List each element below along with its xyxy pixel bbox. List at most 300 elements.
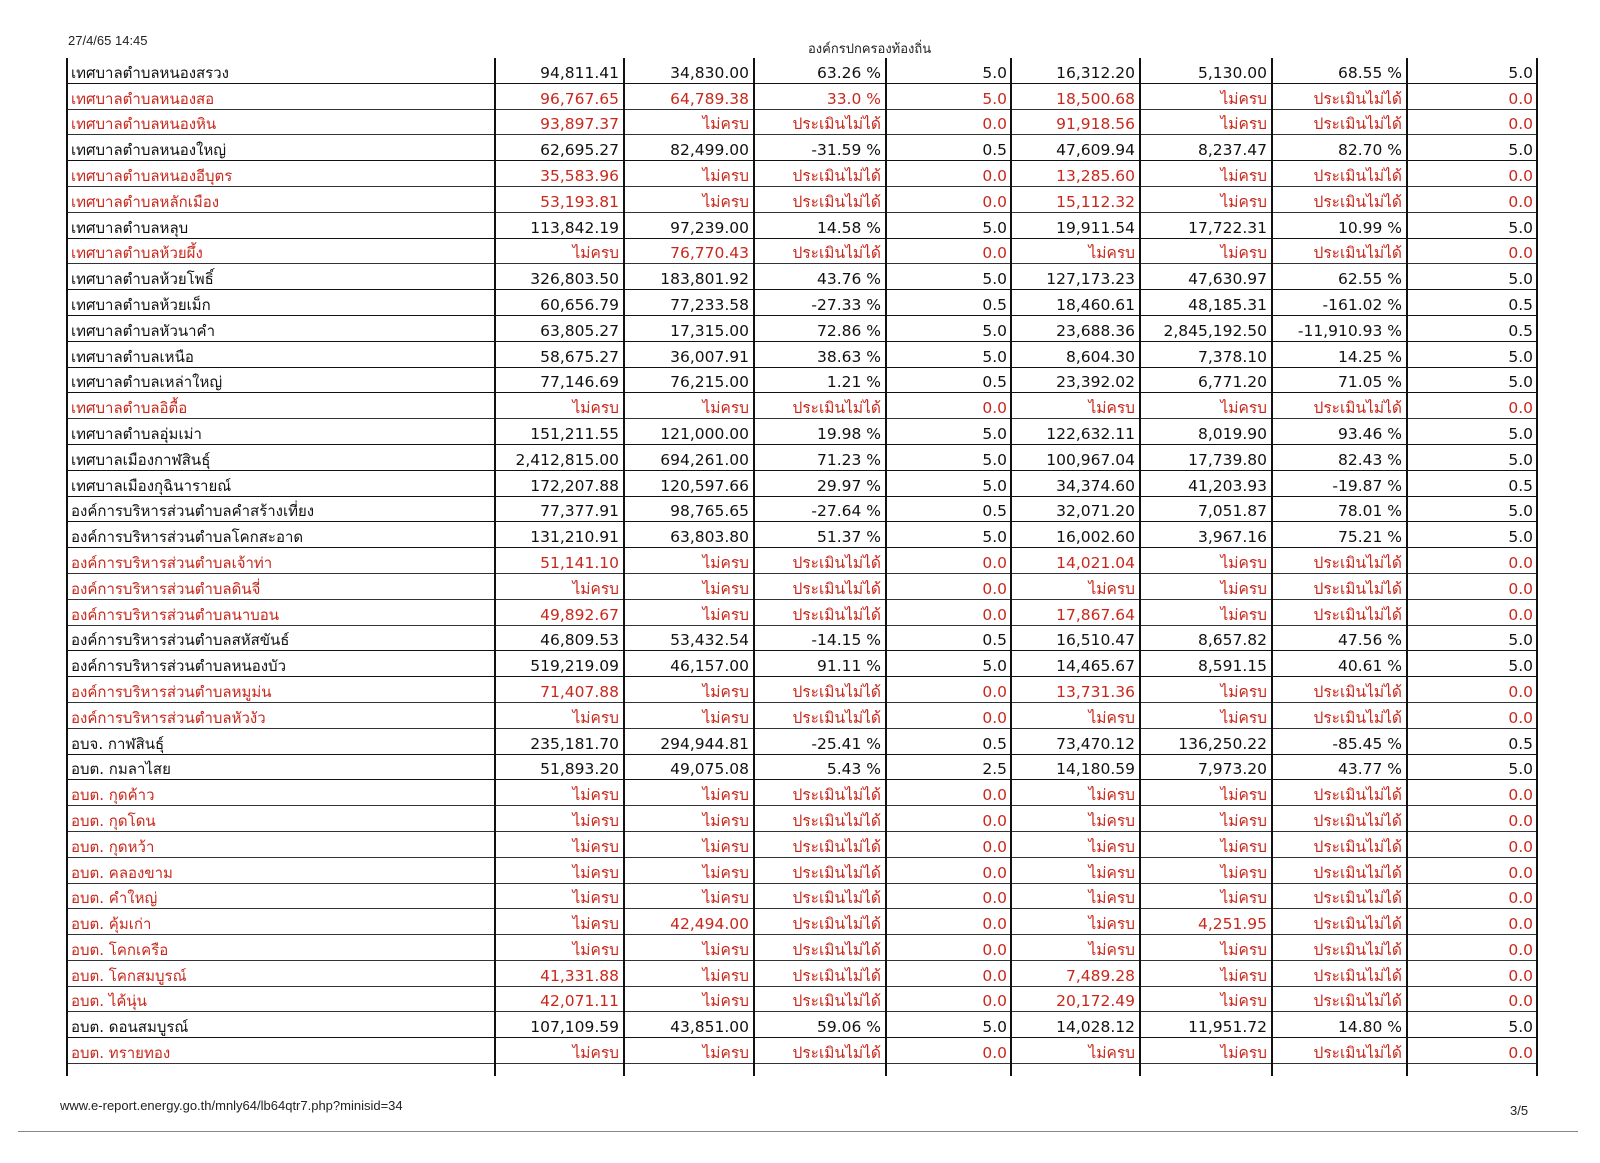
usage-curr-cell: 43,851.00 [624, 1012, 754, 1038]
score-cell: 5.0 [886, 1012, 1011, 1038]
org-name-cell: เทศบาลเมืองกุฉินารายณ์ [67, 470, 495, 496]
fuel-prev-cell: 20,172.49 [1011, 986, 1140, 1012]
score-cell: 0.0 [886, 677, 1011, 703]
usage-prev-cell: 41,331.88 [495, 960, 624, 986]
org-name-cell: เทศบาลตำบลหลุบ [67, 212, 495, 238]
fuel-reduction-pct-cell: 68.55 % [1272, 58, 1407, 83]
fuel-score-cell: 5.0 [1407, 651, 1537, 677]
fuel-prev-cell: ไม่ครบ [1011, 393, 1140, 419]
fuel-curr-cell: 17,739.80 [1140, 444, 1272, 470]
score-cell: 5.0 [886, 444, 1011, 470]
table-row [67, 909, 1537, 935]
usage-curr-cell: 294,944.81 [624, 728, 754, 754]
fuel-curr-cell: ไม่ครบ [1140, 806, 1272, 832]
fuel-reduction-pct-cell: ประเมินไม่ได้ [1272, 186, 1407, 212]
fuel-prev-cell: 13,731.36 [1011, 677, 1140, 703]
score-cell: 5.0 [886, 212, 1011, 238]
reduction-pct-cell: ประเมินไม่ได้ [754, 883, 886, 909]
score-cell: 0.5 [886, 625, 1011, 651]
reduction-pct-cell: ประเมินไม่ได้ [754, 599, 886, 625]
fuel-reduction-pct-cell: ประเมินไม่ได้ [1272, 883, 1407, 909]
usage-curr-cell: ไม่ครบ [624, 677, 754, 703]
fuel-curr-cell: ไม่ครบ [1140, 1038, 1272, 1064]
org-name-cell: อบต. ไค้นุ่น [67, 986, 495, 1012]
reduction-pct-cell: ประเมินไม่ได้ [754, 831, 886, 857]
table-row [67, 341, 1537, 367]
table-row [67, 109, 1537, 135]
fuel-reduction-pct-cell: ประเมินไม่ได้ [1272, 909, 1407, 935]
table-row [67, 599, 1537, 625]
fuel-reduction-pct-cell: ประเมินไม่ได้ [1272, 857, 1407, 883]
fuel-curr-cell: 7,378.10 [1140, 341, 1272, 367]
fuel-reduction-pct-cell: -161.02 % [1272, 290, 1407, 316]
fuel-curr-cell: ไม่ครบ [1140, 780, 1272, 806]
fuel-curr-cell: 6,771.20 [1140, 367, 1272, 393]
reduction-pct-cell: ประเมินไม่ได้ [754, 780, 886, 806]
reduction-pct-cell: ประเมินไม่ได้ [754, 986, 886, 1012]
usage-curr-cell: 694,261.00 [624, 444, 754, 470]
usage-curr-cell: 76,215.00 [624, 367, 754, 393]
table-row [67, 1012, 1537, 1038]
fuel-reduction-pct-cell: 14.25 % [1272, 341, 1407, 367]
fuel-curr-cell: ไม่ครบ [1140, 702, 1272, 728]
usage-prev-cell: ไม่ครบ [495, 1038, 624, 1064]
fuel-score-cell: 0.0 [1407, 831, 1537, 857]
fuel-prev-cell: 15,112.32 [1011, 186, 1140, 212]
filler-cell [754, 1064, 886, 1077]
fuel-prev-cell: 14,180.59 [1011, 754, 1140, 780]
score-cell: 0.0 [886, 1038, 1011, 1064]
fuel-prev-cell: 18,460.61 [1011, 290, 1140, 316]
fuel-score-cell: 5.0 [1407, 754, 1537, 780]
score-cell: 5.0 [886, 315, 1011, 341]
filler-cell [1011, 1064, 1140, 1077]
reduction-pct-cell: ประเมินไม่ได้ [754, 161, 886, 187]
usage-prev-cell: ไม่ครบ [495, 573, 624, 599]
fuel-prev-cell: ไม่ครบ [1011, 883, 1140, 909]
energy-report-table [66, 58, 1538, 1076]
fuel-reduction-pct-cell: ประเมินไม่ได้ [1272, 83, 1407, 109]
fuel-prev-cell: ไม่ครบ [1011, 857, 1140, 883]
filler-cell [495, 1064, 624, 1077]
fuel-curr-cell: 7,973.20 [1140, 754, 1272, 780]
fuel-curr-cell: ไม่ครบ [1140, 161, 1272, 187]
fuel-curr-cell: ไม่ครบ [1140, 883, 1272, 909]
org-name-cell: องค์การบริหารส่วนตำบลเจ้าท่า [67, 548, 495, 574]
usage-curr-cell: 77,233.58 [624, 290, 754, 316]
usage-curr-cell: ไม่ครบ [624, 186, 754, 212]
fuel-curr-cell: ไม่ครบ [1140, 599, 1272, 625]
score-cell: 5.0 [886, 651, 1011, 677]
table-row [67, 83, 1537, 109]
fuel-prev-cell: 8,604.30 [1011, 341, 1140, 367]
org-name-cell: อบต. ดอนสมบูรณ์ [67, 1012, 495, 1038]
usage-prev-cell: 107,109.59 [495, 1012, 624, 1038]
reduction-pct-cell: 72.86 % [754, 315, 886, 341]
table-row [67, 496, 1537, 522]
reduction-pct-cell: 5.43 % [754, 754, 886, 780]
fuel-reduction-pct-cell: 62.55 % [1272, 264, 1407, 290]
table-row [67, 470, 1537, 496]
fuel-prev-cell: ไม่ครบ [1011, 935, 1140, 961]
reduction-pct-cell: 91.11 % [754, 651, 886, 677]
table-row [67, 960, 1537, 986]
table-row [67, 135, 1537, 161]
usage-prev-cell: 96,767.65 [495, 83, 624, 109]
fuel-curr-cell: 4,251.95 [1140, 909, 1272, 935]
score-cell: 0.0 [886, 573, 1011, 599]
table-row [67, 625, 1537, 651]
fuel-prev-cell: 17,867.64 [1011, 599, 1140, 625]
fuel-curr-cell: 47,630.97 [1140, 264, 1272, 290]
fuel-prev-cell: 122,632.11 [1011, 419, 1140, 445]
usage-curr-cell: ไม่ครบ [624, 883, 754, 909]
reduction-pct-cell: ประเมินไม่ได้ [754, 548, 886, 574]
fuel-curr-cell: 3,967.16 [1140, 522, 1272, 548]
usage-curr-cell: 82,499.00 [624, 135, 754, 161]
usage-curr-cell: 121,000.00 [624, 419, 754, 445]
org-name-cell: เทศบาลตำบลห้วยโพธิ์ [67, 264, 495, 290]
fuel-prev-cell: ไม่ครบ [1011, 806, 1140, 832]
fuel-reduction-pct-cell: 93.46 % [1272, 419, 1407, 445]
reduction-pct-cell: ประเมินไม่ได้ [754, 935, 886, 961]
usage-prev-cell: 326,803.50 [495, 264, 624, 290]
fuel-curr-cell: ไม่ครบ [1140, 393, 1272, 419]
usage-curr-cell: 183,801.92 [624, 264, 754, 290]
fuel-curr-cell: 136,250.22 [1140, 728, 1272, 754]
score-cell: 0.0 [886, 909, 1011, 935]
fuel-curr-cell: 8,019.90 [1140, 419, 1272, 445]
fuel-prev-cell: 100,967.04 [1011, 444, 1140, 470]
fuel-prev-cell: 14,028.12 [1011, 1012, 1140, 1038]
fuel-reduction-pct-cell: ประเมินไม่ได้ [1272, 599, 1407, 625]
fuel-score-cell: 5.0 [1407, 58, 1537, 83]
reduction-pct-cell: 59.06 % [754, 1012, 886, 1038]
fuel-score-cell: 0.0 [1407, 986, 1537, 1012]
fuel-score-cell: 5.0 [1407, 1012, 1537, 1038]
usage-prev-cell: 93,897.37 [495, 109, 624, 135]
org-name-cell: เทศบาลตำบลห้วยเม็ก [67, 290, 495, 316]
usage-curr-cell: 36,007.91 [624, 341, 754, 367]
fuel-curr-cell: 17,722.31 [1140, 212, 1272, 238]
reduction-pct-cell: 14.58 % [754, 212, 886, 238]
org-name-cell: เทศบาลเมืองกาฬสินธุ์ [67, 444, 495, 470]
bottom-divider [18, 1131, 1578, 1132]
fuel-prev-cell: ไม่ครบ [1011, 1038, 1140, 1064]
fuel-score-cell: 0.0 [1407, 702, 1537, 728]
score-cell: 0.0 [886, 883, 1011, 909]
fuel-curr-cell: 8,657.82 [1140, 625, 1272, 651]
fuel-score-cell: 0.0 [1407, 548, 1537, 574]
org-name-cell: อบต. โคกเครือ [67, 935, 495, 961]
fuel-prev-cell: 16,002.60 [1011, 522, 1140, 548]
fuel-score-cell: 5.0 [1407, 212, 1537, 238]
fuel-prev-cell: ไม่ครบ [1011, 780, 1140, 806]
fuel-reduction-pct-cell: -85.45 % [1272, 728, 1407, 754]
fuel-prev-cell: 127,173.23 [1011, 264, 1140, 290]
usage-curr-cell: 63,803.80 [624, 522, 754, 548]
score-cell: 0.5 [886, 496, 1011, 522]
table-row [67, 702, 1537, 728]
table-row [67, 238, 1537, 264]
usage-curr-cell: ไม่ครบ [624, 548, 754, 574]
fuel-reduction-pct-cell: ประเมินไม่ได้ [1272, 393, 1407, 419]
score-cell: 0.5 [886, 367, 1011, 393]
reduction-pct-cell: ประเมินไม่ได้ [754, 393, 886, 419]
org-name-cell: เทศบาลตำบลหนองใหญ่ [67, 135, 495, 161]
table-row [67, 58, 1537, 83]
filler-cell [67, 1064, 495, 1077]
table-row [67, 831, 1537, 857]
fuel-score-cell: 0.0 [1407, 109, 1537, 135]
fuel-curr-cell: ไม่ครบ [1140, 960, 1272, 986]
org-name-cell: เทศบาลตำบลเหล่าใหญ่ [67, 367, 495, 393]
table-row [67, 548, 1537, 574]
fuel-curr-cell: 41,203.93 [1140, 470, 1272, 496]
usage-prev-cell: 62,695.27 [495, 135, 624, 161]
table-row [67, 651, 1537, 677]
usage-prev-cell: ไม่ครบ [495, 393, 624, 419]
fuel-score-cell: 0.0 [1407, 806, 1537, 832]
usage-prev-cell: 63,805.27 [495, 315, 624, 341]
fuel-curr-cell: ไม่ครบ [1140, 831, 1272, 857]
reduction-pct-cell: 51.37 % [754, 522, 886, 548]
usage-prev-cell: 58,675.27 [495, 341, 624, 367]
fuel-prev-cell: 23,688.36 [1011, 315, 1140, 341]
usage-curr-cell: ไม่ครบ [624, 857, 754, 883]
score-cell: 5.0 [886, 83, 1011, 109]
fuel-prev-cell: ไม่ครบ [1011, 831, 1140, 857]
org-name-cell: เทศบาลตำบลหนองหิน [67, 109, 495, 135]
fuel-score-cell: 5.0 [1407, 135, 1537, 161]
fuel-curr-cell: 7,051.87 [1140, 496, 1272, 522]
usage-curr-cell: 97,239.00 [624, 212, 754, 238]
score-cell: 0.0 [886, 806, 1011, 832]
fuel-score-cell: 0.0 [1407, 883, 1537, 909]
table-row [67, 419, 1537, 445]
fuel-score-cell: 5.0 [1407, 419, 1537, 445]
fuel-curr-cell: 2,845,192.50 [1140, 315, 1272, 341]
table-row [67, 161, 1537, 187]
score-cell: 0.0 [886, 986, 1011, 1012]
fuel-score-cell: 0.0 [1407, 857, 1537, 883]
filler-cell [886, 1064, 1011, 1077]
usage-curr-cell: 17,315.00 [624, 315, 754, 341]
fuel-score-cell: 0.0 [1407, 238, 1537, 264]
usage-curr-cell: 120,597.66 [624, 470, 754, 496]
score-cell: 0.5 [886, 135, 1011, 161]
score-cell: 5.0 [886, 522, 1011, 548]
usage-curr-cell: 46,157.00 [624, 651, 754, 677]
fuel-reduction-pct-cell: ประเมินไม่ได้ [1272, 1038, 1407, 1064]
reduction-pct-cell: ประเมินไม่ได้ [754, 573, 886, 599]
table-row [67, 728, 1537, 754]
usage-curr-cell: 49,075.08 [624, 754, 754, 780]
fuel-prev-cell: 16,510.47 [1011, 625, 1140, 651]
fuel-curr-cell: ไม่ครบ [1140, 83, 1272, 109]
reduction-pct-cell: 33.0 % [754, 83, 886, 109]
fuel-curr-cell: ไม่ครบ [1140, 238, 1272, 264]
usage-curr-cell: 53,432.54 [624, 625, 754, 651]
score-cell: 5.0 [886, 58, 1011, 83]
fuel-prev-cell: 23,392.02 [1011, 367, 1140, 393]
score-cell: 0.0 [886, 548, 1011, 574]
usage-curr-cell: ไม่ครบ [624, 806, 754, 832]
score-cell: 0.0 [886, 935, 1011, 961]
org-name-cell: องค์การบริหารส่วนตำบลหัวงัว [67, 702, 495, 728]
table-row [67, 677, 1537, 703]
fuel-score-cell: 0.0 [1407, 935, 1537, 961]
filler-cell [1140, 1064, 1272, 1077]
org-name-cell: อบต. คลองขาม [67, 857, 495, 883]
fuel-prev-cell: 91,918.56 [1011, 109, 1140, 135]
fuel-score-cell: 0.0 [1407, 1038, 1537, 1064]
table-row [67, 367, 1537, 393]
fuel-score-cell: 0.0 [1407, 780, 1537, 806]
fuel-score-cell: 0.0 [1407, 677, 1537, 703]
fuel-curr-cell: ไม่ครบ [1140, 548, 1272, 574]
score-cell: 0.0 [886, 702, 1011, 728]
org-name-cell: เทศบาลตำบลอุ่มเม่า [67, 419, 495, 445]
reduction-pct-cell: 71.23 % [754, 444, 886, 470]
org-name-cell: องค์การบริหารส่วนตำบลนาบอน [67, 599, 495, 625]
reduction-pct-cell: -27.64 % [754, 496, 886, 522]
org-name-cell: เทศบาลตำบลหนองอีบุตร [67, 161, 495, 187]
reduction-pct-cell: ประเมินไม่ได้ [754, 677, 886, 703]
fuel-reduction-pct-cell: ประเมินไม่ได้ [1272, 960, 1407, 986]
fuel-reduction-pct-cell: ประเมินไม่ได้ [1272, 780, 1407, 806]
score-cell: 0.0 [886, 161, 1011, 187]
fuel-reduction-pct-cell: -11,910.93 % [1272, 315, 1407, 341]
reduction-pct-cell: ประเมินไม่ได้ [754, 109, 886, 135]
fuel-reduction-pct-cell: ประเมินไม่ได้ [1272, 677, 1407, 703]
print-date: 27/4/65 14:45 [68, 33, 148, 48]
usage-prev-cell: 172,207.88 [495, 470, 624, 496]
usage-prev-cell: 46,809.53 [495, 625, 624, 651]
fuel-prev-cell: ไม่ครบ [1011, 573, 1140, 599]
fuel-prev-cell: 7,489.28 [1011, 960, 1140, 986]
table-row [67, 393, 1537, 419]
usage-prev-cell: 35,583.96 [495, 161, 624, 187]
reduction-pct-cell: 29.97 % [754, 470, 886, 496]
score-cell: 5.0 [886, 264, 1011, 290]
org-name-cell: องค์การบริหารส่วนตำบลดินจี่ [67, 573, 495, 599]
fuel-curr-cell: ไม่ครบ [1140, 109, 1272, 135]
org-name-cell: เทศบาลตำบลอิตื้อ [67, 393, 495, 419]
filler-cell [1272, 1064, 1407, 1077]
org-name-cell: อบต. กุดค้าว [67, 780, 495, 806]
usage-prev-cell: 77,146.69 [495, 367, 624, 393]
score-cell: 0.0 [886, 780, 1011, 806]
filler-cell [624, 1064, 754, 1077]
reduction-pct-cell: -25.41 % [754, 728, 886, 754]
usage-prev-cell: 131,210.91 [495, 522, 624, 548]
org-name-cell: เทศบาลตำบลเหนือ [67, 341, 495, 367]
table-row [67, 573, 1537, 599]
org-name-cell: อบต. คำใหญ่ [67, 883, 495, 909]
fuel-curr-cell: 11,951.72 [1140, 1012, 1272, 1038]
org-name-cell: องค์การบริหารส่วนตำบลคำสร้างเที่ยง [67, 496, 495, 522]
footer-url: www.e-report.energy.go.th/mnly64/lb64qtr7.php?minisid=34 [60, 1098, 403, 1113]
table-row [67, 780, 1537, 806]
fuel-curr-cell: 8,237.47 [1140, 135, 1272, 161]
score-cell: 0.5 [886, 728, 1011, 754]
table-row [67, 857, 1537, 883]
fuel-reduction-pct-cell: 14.80 % [1272, 1012, 1407, 1038]
fuel-reduction-pct-cell: 10.99 % [1272, 212, 1407, 238]
fuel-score-cell: 5.0 [1407, 264, 1537, 290]
fuel-reduction-pct-cell: ประเมินไม่ได้ [1272, 806, 1407, 832]
score-cell: 0.0 [886, 831, 1011, 857]
fuel-reduction-pct-cell: ประเมินไม่ได้ [1272, 161, 1407, 187]
fuel-prev-cell: 14,021.04 [1011, 548, 1140, 574]
score-cell: 0.0 [886, 186, 1011, 212]
table-row [67, 806, 1537, 832]
table-row [67, 315, 1537, 341]
usage-curr-cell: ไม่ครบ [624, 780, 754, 806]
usage-prev-cell: 53,193.81 [495, 186, 624, 212]
fuel-score-cell: 0.5 [1407, 728, 1537, 754]
fuel-score-cell: 0.5 [1407, 315, 1537, 341]
score-cell: 0.5 [886, 290, 1011, 316]
usage-prev-cell: ไม่ครบ [495, 702, 624, 728]
fuel-curr-cell: 5,130.00 [1140, 58, 1272, 83]
usage-curr-cell: ไม่ครบ [624, 109, 754, 135]
fuel-reduction-pct-cell: ประเมินไม่ได้ [1272, 831, 1407, 857]
score-cell: 2.5 [886, 754, 1011, 780]
table-body [67, 58, 1537, 1076]
fuel-score-cell: 0.0 [1407, 161, 1537, 187]
reduction-pct-cell: 19.98 % [754, 419, 886, 445]
fuel-reduction-pct-cell: ประเมินไม่ได้ [1272, 109, 1407, 135]
org-name-cell: เทศบาลตำบลหนองสอ [67, 83, 495, 109]
fuel-curr-cell: ไม่ครบ [1140, 857, 1272, 883]
reduction-pct-cell: 63.26 % [754, 58, 886, 83]
usage-prev-cell: ไม่ครบ [495, 806, 624, 832]
org-name-cell: อบจ. กาฬสินธุ์ [67, 728, 495, 754]
usage-prev-cell: 94,811.41 [495, 58, 624, 83]
usage-curr-cell: ไม่ครบ [624, 960, 754, 986]
usage-curr-cell: 98,765.65 [624, 496, 754, 522]
reduction-pct-cell: -27.33 % [754, 290, 886, 316]
fuel-score-cell: 0.0 [1407, 960, 1537, 986]
fuel-reduction-pct-cell: 47.56 % [1272, 625, 1407, 651]
usage-curr-cell: ไม่ครบ [624, 161, 754, 187]
usage-prev-cell: ไม่ครบ [495, 883, 624, 909]
fuel-reduction-pct-cell: ประเมินไม่ได้ [1272, 702, 1407, 728]
fuel-curr-cell: ไม่ครบ [1140, 573, 1272, 599]
usage-curr-cell: 64,789.38 [624, 83, 754, 109]
score-cell: 0.0 [886, 393, 1011, 419]
fuel-reduction-pct-cell: -19.87 % [1272, 470, 1407, 496]
fuel-curr-cell: 48,185.31 [1140, 290, 1272, 316]
usage-curr-cell: 76,770.43 [624, 238, 754, 264]
page-title: องค์กรปกครองท้องถิ่น [808, 42, 932, 57]
fuel-curr-cell: 8,591.15 [1140, 651, 1272, 677]
table-row [67, 264, 1537, 290]
org-name-cell: องค์การบริหารส่วนตำบลหมูม่น [67, 677, 495, 703]
fuel-reduction-pct-cell: ประเมินไม่ได้ [1272, 935, 1407, 961]
fuel-reduction-pct-cell: 40.61 % [1272, 651, 1407, 677]
org-name-cell: เทศบาลตำบลหนองสรวง [67, 58, 495, 83]
usage-prev-cell: 113,842.19 [495, 212, 624, 238]
reduction-pct-cell: ประเมินไม่ได้ [754, 806, 886, 832]
fuel-prev-cell: ไม่ครบ [1011, 909, 1140, 935]
fuel-reduction-pct-cell: 82.43 % [1272, 444, 1407, 470]
fuel-curr-cell: ไม่ครบ [1140, 186, 1272, 212]
org-name-cell: องค์การบริหารส่วนตำบลหนองบัว [67, 651, 495, 677]
org-name-cell: อบต. กุดหว้า [67, 831, 495, 857]
